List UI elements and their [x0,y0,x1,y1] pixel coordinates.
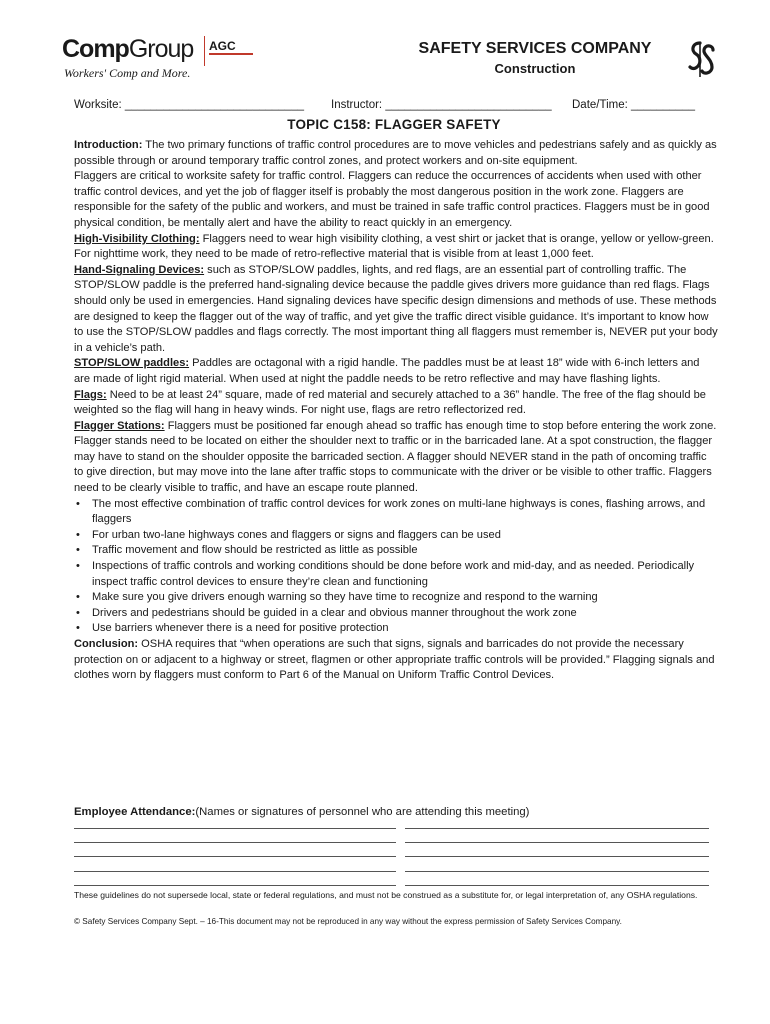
worksite-field[interactable]: Worksite: ____________________________ [74,99,304,111]
conclusion-paragraph [74,637,718,684]
list-item: • Use barriers whenever there is a need for positive protection [92,621,718,637]
signature-line[interactable] [405,842,709,843]
signature-line[interactable] [74,885,396,886]
attendance-label: Employee Attendance: [74,806,196,818]
intro-paragraph [74,138,718,169]
document-body [74,138,718,684]
topic-title: TOPIC C158: FLAGGER SAFETY [287,117,501,132]
agc-logo: AGC [209,39,236,53]
datetime-field[interactable]: Date/Time: __________ [572,99,695,111]
hand-signaling-text: such as STOP/SLOW paddles, lights, and red flags, are an essential part of controlling traffic. The STOP/SLOW paddle is the preferred hand-signaling device because the paddle gives drivers more guidance than red flags. Flags should only be used in emergencies. Hand signaling devices have specific design dimensions and methods of use. These methods are designed to keep the flagger out of the way of traffic, and yet give the traffic direct visible guidance. It’s important to know how to use the STOP/SLOW paddles and flags correctly. The most important thing all flaggers must remember is, NEVER put your body in a vehicle’s path. [74,263,718,354]
logo-divider [204,36,205,66]
stations-text: Flaggers must be positioned far enough ahead so traffic has enough time to stop before entering the work zone. Flagger stands need to be located on either the shoulder next to traffic or in the barricaded lane. At a spot construction, the flagger may have to stand on the shoulder opposite the barricaded section. A flagger should NEVER stand in the path of oncoming traffic to give direction, but may move into the lane after traffic stops to communicate with the driver or be visible to other traffic. Flaggers need to be clearly visible to traffic, and have an escape route planned. [74,419,717,495]
instructor-field[interactable]: Instructor: __________________________ [331,99,552,111]
clothing-paragraph [74,232,718,263]
list-item: • Drivers and pedestrians should be guided in a clear and obvious manner throughout the work zone [92,606,718,622]
clothing-text: Flaggers need to wear high visibility clothing, a vest shirt or jacket that is orange, yellow or yellow-green. For nighttime work, they need to be made of retro-reflective material that is visible from at least 1,000 feet. [74,232,714,261]
paddles-text: Paddles are octagonal with a rigid handle. The paddles must be at least 18” wide with 6-inch letters and are made of light rigid material. When used at night the paddle needs to be retro reflective and may have flashing lights. [74,357,700,385]
signature-line[interactable] [74,871,396,872]
paddles-paragraph [74,356,718,387]
compgroup-logo [62,34,262,84]
signature-line[interactable] [405,871,709,872]
logo-wordmark [62,34,193,64]
flags-text: Need to be at least 24” square, made of red material and securely attached to a 36” handle. The free of the flag should be weighted so the flag will hang in heavy winds. For night use, flags are retro reflectorized red. [74,388,706,417]
paddles-label: STOP/SLOW paddles: [74,357,190,370]
signature-column-left [74,828,396,890]
stations-label: Flagger Stations: [74,419,165,432]
footer-disclaimer: These guidelines do not supersede local, state or federal regulations, and must not be construed as a substitute for, or legal interpretation of, any OSHA regulations. [74,890,698,900]
clothing-label: High-Visibility Clothing: [74,232,200,245]
attendance-heading [74,806,718,818]
list-item: • The most effective combination of traffic control devices for work zones on multi-lane highways is cones, flashing arrows, and flaggers [92,497,718,528]
form-fields-row [74,99,724,115]
signature-line[interactable] [405,828,709,829]
signature-column-right [405,828,709,890]
signature-line[interactable] [74,842,396,843]
logo-group: Group [128,35,194,63]
intro-label: Introduction: [74,139,143,151]
logo-comp: Comp [62,35,129,63]
stations-paragraph [74,419,718,497]
signature-line[interactable] [405,856,709,857]
hand-signaling-paragraph [74,263,718,357]
flags-paragraph [74,388,718,419]
list-item: • Traffic movement and flow should be restricted as little as possible [92,543,718,559]
division-name: Construction [494,61,576,76]
footer-copyright: © Safety Services Company Sept. – 16-This document may not be reproduced in any way without the express permission of Safety Services Company. [74,917,622,926]
intro-text: The two primary functions of traffic control procedures are to move vehicles and pedestrians safely and as quickly as possible through or around temporary traffic control zones, and protect workers and on-site equipment. [74,139,717,167]
ss-logo-icon [688,40,716,80]
list-item: • Inspections of traffic controls and working conditions should be done before work and mid-day, and as needed. Periodically inspect traffic control devices to ensure they’re clean and functioning [92,559,718,590]
conclusion-text: OSHA requires that “when operations are such that signs, signals and barricades do not provide the necessary protection on or adjacent to a highway or street, flagmen or other appropriate traffic controls will be provided.” Flagging signals and clothes worn by flaggers must conform to Part 6 of the Manual on Uniform Traffic Control Devices. [74,638,715,682]
flaggers-paragraph: Flaggers are critical to worksite safety for traffic control. Flaggers can reduce the occurrences of accidents when used with other traffic control devices, and yet the job of flagger itself is probably the most dangerous position in the work zone. Flaggers are responsible for the safety of the public and workers, and must be trained in safe traffic control practices. Flaggers must be in good physical condition, be mentally alert and have the ability to react quickly in an emergency. [74,170,710,229]
hand-signaling-label: Hand-Signaling Devices: [74,263,205,276]
conclusion-label: Conclusion: [74,638,139,650]
list-item: • Make sure you give drivers enough warning so they have time to recognize and respond to the warning [92,590,718,606]
flags-label: Flags: [74,388,107,401]
company-name: SAFETY SERVICES COMPANY [418,40,652,57]
signature-line[interactable] [74,828,396,829]
signature-line[interactable] [405,885,709,886]
signature-line[interactable] [74,856,396,857]
logo-tagline: Workers' Comp and More. [64,66,191,80]
guidelines-list [74,497,718,637]
attendance-text: (Names or signatures of personnel who are attending this meeting) [195,806,530,818]
agc-underline [209,53,253,55]
list-item: • For urban two-lane highways cones and flaggers or signs and flaggers can be used [92,528,718,544]
